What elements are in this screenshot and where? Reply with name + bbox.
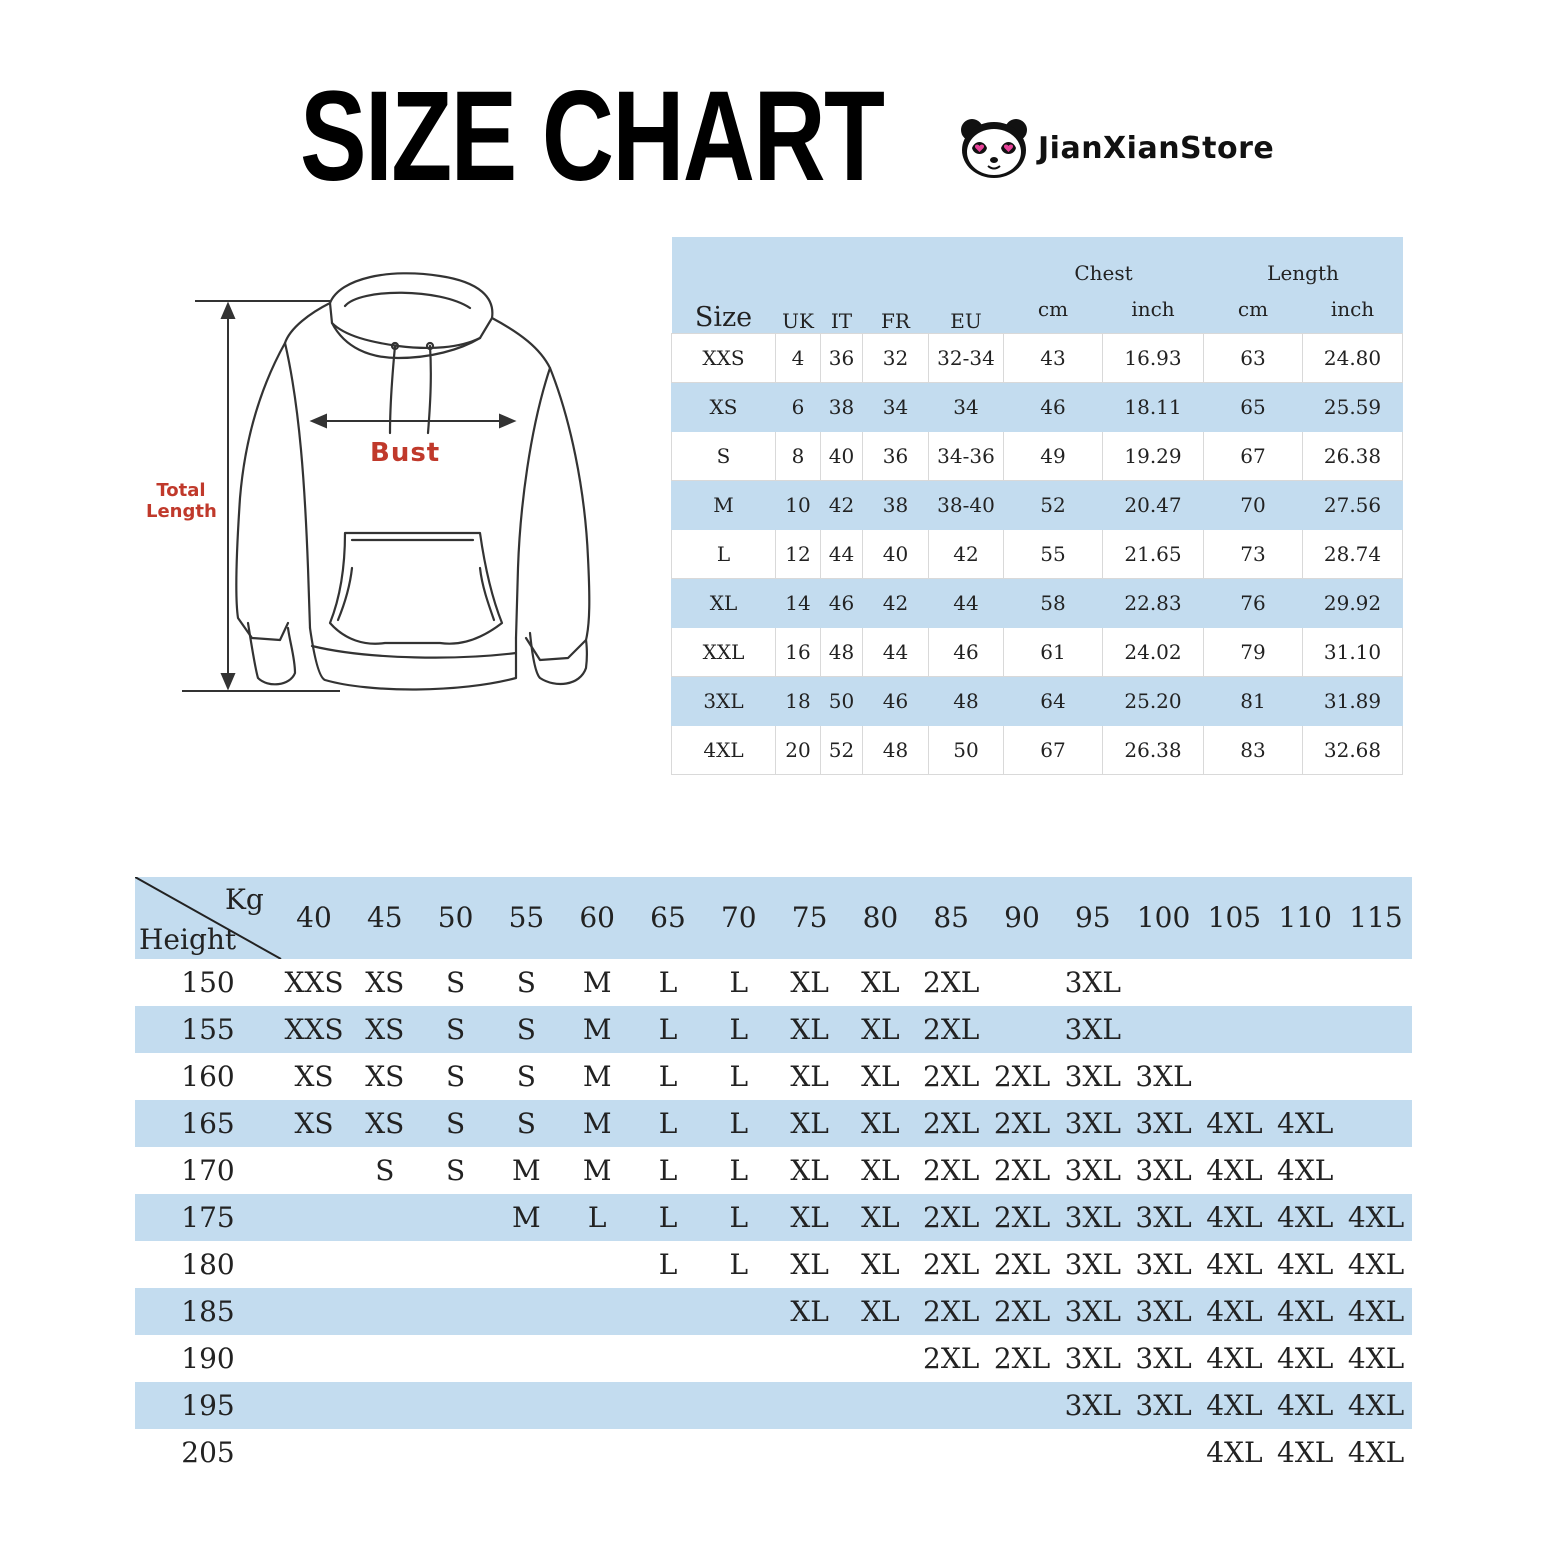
height-value: 180 bbox=[181, 1248, 235, 1281]
size-recommendation: 4XL bbox=[1347, 1389, 1405, 1422]
cell-uk: 16 bbox=[776, 628, 821, 677]
cell-length-inch: 31.89 bbox=[1303, 677, 1403, 726]
weight-column-header: 115 bbox=[1349, 901, 1403, 934]
size-recommendation: 4XL bbox=[1277, 1295, 1334, 1328]
cell-eu: 44 bbox=[929, 579, 1004, 628]
weight-column-header: 100 bbox=[1136, 901, 1191, 934]
height-value: 160 bbox=[181, 1060, 235, 1093]
weight-column-header: 45 bbox=[366, 901, 403, 934]
header-chest-cm: cm bbox=[1004, 285, 1103, 334]
size-recommendation: L bbox=[729, 1154, 749, 1187]
size-recommendation: 4XL bbox=[1206, 1295, 1263, 1328]
size-recommendation: 4XL bbox=[1347, 1201, 1405, 1234]
size-recommendation: 2XL bbox=[923, 1107, 980, 1140]
cell-it: 42 bbox=[821, 481, 863, 530]
weight-column-header: 90 bbox=[1004, 901, 1040, 934]
cell-chest-inch: 24.02 bbox=[1103, 628, 1204, 677]
height-value: 165 bbox=[181, 1107, 235, 1140]
header-length: Length bbox=[1204, 237, 1403, 285]
table-row bbox=[672, 677, 1403, 726]
size-recommendation: 2XL bbox=[923, 1060, 980, 1093]
weight-height-table bbox=[135, 877, 1412, 1476]
cell-uk: 8 bbox=[776, 432, 821, 481]
size-recommendation: XL bbox=[790, 1248, 829, 1281]
cell-it: 36 bbox=[821, 334, 863, 383]
size-recommendation: 4XL bbox=[1277, 1248, 1334, 1281]
size-recommendation: XL bbox=[861, 1060, 900, 1093]
cell-chest-cm: 55 bbox=[1004, 530, 1103, 579]
size-recommendation: S bbox=[446, 1154, 466, 1187]
size-recommendation: 3XL bbox=[1064, 1295, 1121, 1328]
header-length-cm: cm bbox=[1204, 285, 1303, 334]
size-recommendation: XS bbox=[294, 1107, 334, 1140]
cell-eu: 34 bbox=[929, 383, 1004, 432]
cell-fr: 34 bbox=[863, 383, 929, 432]
cell-length-inch: 27.56 bbox=[1303, 481, 1403, 530]
size-recommendation: 2XL bbox=[993, 1201, 1051, 1234]
size-recommendation: 3XL bbox=[1135, 1107, 1192, 1140]
cell-eu: 48 bbox=[929, 677, 1004, 726]
cell-chest-inch: 20.47 bbox=[1103, 481, 1204, 530]
cell-length-cm: 81 bbox=[1204, 677, 1303, 726]
brand-logo bbox=[958, 116, 1274, 180]
cell-uk: 10 bbox=[776, 481, 821, 530]
size-recommendation: XS bbox=[365, 1107, 405, 1140]
size-recommendation: 3XL bbox=[1064, 966, 1121, 999]
cell-fr: 38 bbox=[863, 481, 929, 530]
cell-length-inch: 28.74 bbox=[1303, 530, 1403, 579]
size-recommendation: 2XL bbox=[993, 1295, 1051, 1328]
height-value: 205 bbox=[181, 1436, 235, 1469]
size-recommendation: M bbox=[582, 1013, 612, 1046]
cell-fr: 32 bbox=[863, 334, 929, 383]
cell-length-inch: 26.38 bbox=[1303, 432, 1403, 481]
size-recommendation: XL bbox=[790, 1154, 829, 1187]
size-recommendation: L bbox=[658, 966, 678, 999]
size-recommendation: L bbox=[658, 1154, 678, 1187]
cell-it: 44 bbox=[821, 530, 863, 579]
cell-length-cm: 70 bbox=[1204, 481, 1303, 530]
size-recommendation: 3XL bbox=[1064, 1342, 1121, 1375]
cell-length-cm: 65 bbox=[1204, 383, 1303, 432]
cell-uk: 4 bbox=[776, 334, 821, 383]
size-recommendation: XL bbox=[861, 1107, 900, 1140]
size-recommendation: S bbox=[446, 1013, 466, 1046]
cell-chest-inch: 16.93 bbox=[1103, 334, 1204, 383]
size-recommendation: L bbox=[658, 1248, 678, 1281]
size-recommendation: 3XL bbox=[1064, 1201, 1121, 1234]
table-row bbox=[135, 1288, 1412, 1335]
header-fr: FR bbox=[863, 237, 929, 334]
table-row bbox=[672, 383, 1403, 432]
table-row bbox=[672, 726, 1403, 775]
size-recommendation: 3XL bbox=[1064, 1013, 1121, 1046]
cell-size: M bbox=[672, 481, 776, 530]
cell-length-inch: 29.92 bbox=[1303, 579, 1403, 628]
size-recommendation: XL bbox=[861, 1013, 900, 1046]
size-recommendation: M bbox=[512, 1201, 541, 1234]
size-recommendation: XL bbox=[861, 1201, 900, 1234]
table-row bbox=[672, 481, 1403, 530]
size-recommendation: L bbox=[729, 1201, 749, 1234]
size-recommendation: 4XL bbox=[1277, 1107, 1334, 1140]
size-recommendation: L bbox=[658, 1013, 678, 1046]
weight-column-header: 105 bbox=[1207, 901, 1262, 934]
size-recommendation: XL bbox=[861, 1295, 900, 1328]
size-recommendation: 4XL bbox=[1347, 1295, 1405, 1328]
size-recommendation: S bbox=[446, 1060, 466, 1093]
size-recommendation: L bbox=[658, 1060, 678, 1093]
cell-fr: 46 bbox=[863, 677, 929, 726]
size-recommendation: L bbox=[658, 1107, 678, 1140]
size-recommendation: M bbox=[582, 966, 612, 999]
cell-fr: 42 bbox=[863, 579, 929, 628]
height-value: 155 bbox=[181, 1013, 235, 1046]
cell-uk: 14 bbox=[776, 579, 821, 628]
weight-column-header: 75 bbox=[791, 901, 828, 934]
cell-it: 50 bbox=[821, 677, 863, 726]
size-recommendation: S bbox=[375, 1154, 395, 1187]
size-recommendation: 4XL bbox=[1277, 1436, 1334, 1469]
size-recommendation: XL bbox=[861, 1154, 900, 1187]
table-row bbox=[135, 1382, 1412, 1429]
header-it: IT bbox=[821, 237, 863, 334]
cell-chest-inch: 19.29 bbox=[1103, 432, 1204, 481]
cell-chest-cm: 58 bbox=[1004, 579, 1103, 628]
cell-eu: 46 bbox=[929, 628, 1004, 677]
size-recommendation: 3XL bbox=[1135, 1248, 1192, 1281]
size-recommendation: XS bbox=[365, 1013, 405, 1046]
cell-chest-cm: 43 bbox=[1004, 334, 1103, 383]
cell-chest-cm: 64 bbox=[1004, 677, 1103, 726]
size-recommendation: 3XL bbox=[1135, 1201, 1192, 1234]
height-value: 150 bbox=[181, 966, 235, 999]
cell-length-cm: 76 bbox=[1204, 579, 1303, 628]
size-recommendation: M bbox=[582, 1107, 612, 1140]
cell-eu: 32-34 bbox=[929, 334, 1004, 383]
size-recommendation: XL bbox=[861, 1248, 900, 1281]
height-label: Height bbox=[139, 923, 237, 956]
table-row bbox=[135, 959, 1412, 1006]
brand-name: JianXianStore bbox=[1038, 130, 1275, 166]
size-recommendation: 2XL bbox=[923, 1342, 980, 1375]
cell-length-cm: 83 bbox=[1204, 726, 1303, 775]
table-row bbox=[672, 579, 1403, 628]
table-row bbox=[135, 1006, 1412, 1053]
table-row bbox=[672, 530, 1403, 579]
weight-column-header: 50 bbox=[437, 901, 474, 934]
cell-it: 52 bbox=[821, 726, 863, 775]
weight-column-header: 80 bbox=[862, 901, 899, 934]
total-length-label bbox=[146, 480, 216, 522]
cell-size: XL bbox=[672, 579, 776, 628]
panda-logo-icon bbox=[958, 116, 1030, 180]
cell-size: L bbox=[672, 530, 776, 579]
cell-size: S bbox=[672, 432, 776, 481]
cell-chest-cm: 61 bbox=[1004, 628, 1103, 677]
size-recommendation: 2XL bbox=[993, 1060, 1051, 1093]
size-recommendation: 4XL bbox=[1347, 1436, 1405, 1469]
size-recommendation: 4XL bbox=[1347, 1248, 1405, 1281]
header-chest: Chest bbox=[1004, 237, 1204, 285]
size-recommendation: 4XL bbox=[1206, 1107, 1263, 1140]
table-row bbox=[135, 1429, 1412, 1476]
cell-uk: 12 bbox=[776, 530, 821, 579]
size-recommendation: XL bbox=[790, 1013, 829, 1046]
size-recommendation: 4XL bbox=[1347, 1342, 1405, 1375]
size-recommendation: S bbox=[516, 966, 536, 999]
size-recommendation: 4XL bbox=[1277, 1342, 1334, 1375]
height-value: 175 bbox=[181, 1201, 235, 1234]
cell-length-inch: 32.68 bbox=[1303, 726, 1403, 775]
size-recommendation: XL bbox=[790, 966, 829, 999]
size-recommendation: XS bbox=[294, 1060, 334, 1093]
table-row bbox=[135, 1053, 1412, 1100]
cell-eu: 42 bbox=[929, 530, 1004, 579]
height-value: 195 bbox=[181, 1389, 235, 1422]
size-recommendation: XS bbox=[365, 1060, 405, 1093]
header-uk: UK bbox=[776, 237, 821, 334]
size-recommendation: 4XL bbox=[1277, 1201, 1334, 1234]
size-recommendation: 4XL bbox=[1206, 1154, 1263, 1187]
size-recommendation: 3XL bbox=[1135, 1389, 1192, 1422]
cell-chest-cm: 52 bbox=[1004, 481, 1103, 530]
cell-it: 40 bbox=[821, 432, 863, 481]
cell-it: 38 bbox=[821, 383, 863, 432]
weight-column-header: 55 bbox=[508, 901, 545, 934]
cell-size: 4XL bbox=[672, 726, 776, 775]
table-row bbox=[135, 1241, 1412, 1288]
size-recommendation: XL bbox=[790, 1201, 829, 1234]
size-recommendation: 4XL bbox=[1277, 1154, 1334, 1187]
weight-column-header: 60 bbox=[579, 901, 615, 934]
size-recommendation: 4XL bbox=[1277, 1389, 1334, 1422]
weight-column-header: 85 bbox=[933, 901, 969, 934]
size-recommendation: M bbox=[582, 1060, 612, 1093]
cell-chest-inch: 22.83 bbox=[1103, 579, 1204, 628]
weight-column-header: 70 bbox=[720, 901, 757, 934]
size-recommendation: XL bbox=[861, 966, 900, 999]
cell-length-inch: 24.80 bbox=[1303, 334, 1403, 383]
size-recommendation: XL bbox=[790, 1107, 829, 1140]
size-recommendation: L bbox=[729, 1060, 749, 1093]
cell-chest-inch: 25.20 bbox=[1103, 677, 1204, 726]
header-eu: EU bbox=[929, 237, 1004, 334]
total-length-label-line2: Length bbox=[146, 501, 217, 522]
cell-chest-inch: 26.38 bbox=[1103, 726, 1204, 775]
cell-chest-cm: 49 bbox=[1004, 432, 1103, 481]
size-recommendation: 3XL bbox=[1064, 1107, 1121, 1140]
size-recommendation: 2XL bbox=[923, 1248, 980, 1281]
cell-uk: 6 bbox=[776, 383, 821, 432]
size-recommendation: 2XL bbox=[923, 1013, 980, 1046]
table-row bbox=[672, 628, 1403, 677]
cell-size: XS bbox=[672, 383, 776, 432]
cell-fr: 40 bbox=[863, 530, 929, 579]
size-recommendation: S bbox=[516, 1013, 536, 1046]
weight-header-row bbox=[135, 877, 1412, 959]
cell-size: XXL bbox=[672, 628, 776, 677]
size-recommendation: M bbox=[582, 1154, 612, 1187]
cell-chest-inch: 18.11 bbox=[1103, 383, 1204, 432]
height-value: 170 bbox=[181, 1154, 235, 1187]
cell-fr: 36 bbox=[863, 432, 929, 481]
table-row bbox=[135, 1100, 1412, 1147]
table-row bbox=[135, 1147, 1412, 1194]
cell-size: 3XL bbox=[672, 677, 776, 726]
size-recommendation: 2XL bbox=[993, 1107, 1051, 1140]
cell-length-cm: 67 bbox=[1204, 432, 1303, 481]
size-recommendation: 2XL bbox=[923, 1295, 980, 1328]
weight-column-header: 65 bbox=[650, 901, 686, 934]
weight-column-header: 110 bbox=[1278, 901, 1332, 934]
height-value: 190 bbox=[181, 1342, 235, 1375]
size-recommendation: L bbox=[729, 966, 749, 999]
total-length-label-line1: Total bbox=[156, 480, 206, 501]
cell-length-cm: 79 bbox=[1204, 628, 1303, 677]
table-row bbox=[135, 1194, 1412, 1241]
size-recommendation: 2XL bbox=[993, 1248, 1051, 1281]
size-recommendation: L bbox=[587, 1201, 607, 1234]
size-recommendation: 4XL bbox=[1206, 1342, 1263, 1375]
size-recommendation: M bbox=[512, 1154, 541, 1187]
cell-chest-cm: 67 bbox=[1004, 726, 1103, 775]
size-recommendation: 2XL bbox=[923, 1154, 980, 1187]
cell-it: 48 bbox=[821, 628, 863, 677]
size-recommendation: L bbox=[729, 1013, 749, 1046]
size-recommendation: 3XL bbox=[1135, 1060, 1192, 1093]
size-recommendation: S bbox=[516, 1060, 536, 1093]
cell-fr: 44 bbox=[863, 628, 929, 677]
header-size: Size bbox=[672, 237, 776, 334]
size-recommendation: 3XL bbox=[1064, 1154, 1121, 1187]
cell-length-cm: 63 bbox=[1204, 334, 1303, 383]
size-recommendation: L bbox=[729, 1107, 749, 1140]
size-recommendation: S bbox=[446, 966, 466, 999]
bust-label: Bust bbox=[370, 438, 441, 468]
size-recommendation: 4XL bbox=[1206, 1201, 1263, 1234]
size-recommendation: XS bbox=[365, 966, 405, 999]
cell-eu: 50 bbox=[929, 726, 1004, 775]
size-table bbox=[671, 237, 1403, 775]
header-length-inch: inch bbox=[1303, 285, 1403, 334]
size-recommendation: L bbox=[658, 1201, 678, 1234]
size-recommendation: 2XL bbox=[993, 1342, 1051, 1375]
size-recommendation: 2XL bbox=[923, 1201, 980, 1234]
cell-uk: 18 bbox=[776, 677, 821, 726]
size-recommendation: S bbox=[446, 1107, 466, 1140]
cell-uk: 20 bbox=[776, 726, 821, 775]
size-recommendation: 4XL bbox=[1206, 1248, 1263, 1281]
size-recommendation: 3XL bbox=[1064, 1248, 1121, 1281]
kg-label: Kg bbox=[225, 883, 264, 916]
cell-it: 46 bbox=[821, 579, 863, 628]
size-recommendation: 3XL bbox=[1135, 1295, 1192, 1328]
table-row bbox=[672, 432, 1403, 481]
height-value: 185 bbox=[181, 1295, 235, 1328]
cell-fr: 48 bbox=[863, 726, 929, 775]
cell-chest-cm: 46 bbox=[1004, 383, 1103, 432]
size-recommendation: XXS bbox=[284, 966, 344, 999]
table-row bbox=[672, 334, 1403, 383]
cell-length-inch: 31.10 bbox=[1303, 628, 1403, 677]
size-recommendation: 2XL bbox=[993, 1154, 1051, 1187]
size-recommendation: 2XL bbox=[923, 966, 980, 999]
cell-eu: 38-40 bbox=[929, 481, 1004, 530]
cell-length-inch: 25.59 bbox=[1303, 383, 1403, 432]
size-recommendation: 3XL bbox=[1064, 1060, 1121, 1093]
size-recommendation: S bbox=[516, 1107, 536, 1140]
page-title: SIZE CHART bbox=[300, 65, 884, 208]
size-recommendation: 4XL bbox=[1206, 1389, 1263, 1422]
size-recommendation: XXS bbox=[284, 1013, 344, 1046]
size-recommendation: 3XL bbox=[1135, 1154, 1192, 1187]
table-corner bbox=[135, 877, 283, 959]
size-recommendation: XL bbox=[790, 1060, 829, 1093]
size-recommendation: L bbox=[729, 1248, 749, 1281]
cell-size: XXS bbox=[672, 334, 776, 383]
size-recommendation: 3XL bbox=[1135, 1342, 1192, 1375]
size-recommendation: 3XL bbox=[1064, 1389, 1121, 1422]
header-chest-inch: inch bbox=[1103, 285, 1204, 334]
size-recommendation: 4XL bbox=[1206, 1436, 1263, 1469]
cell-length-cm: 73 bbox=[1204, 530, 1303, 579]
weight-column-header: 95 bbox=[1074, 901, 1111, 934]
table-row bbox=[135, 1335, 1412, 1382]
size-recommendation: XL bbox=[790, 1295, 829, 1328]
cell-eu: 34-36 bbox=[929, 432, 1004, 481]
cell-chest-inch: 21.65 bbox=[1103, 530, 1204, 579]
weight-column-header: 40 bbox=[296, 901, 332, 934]
